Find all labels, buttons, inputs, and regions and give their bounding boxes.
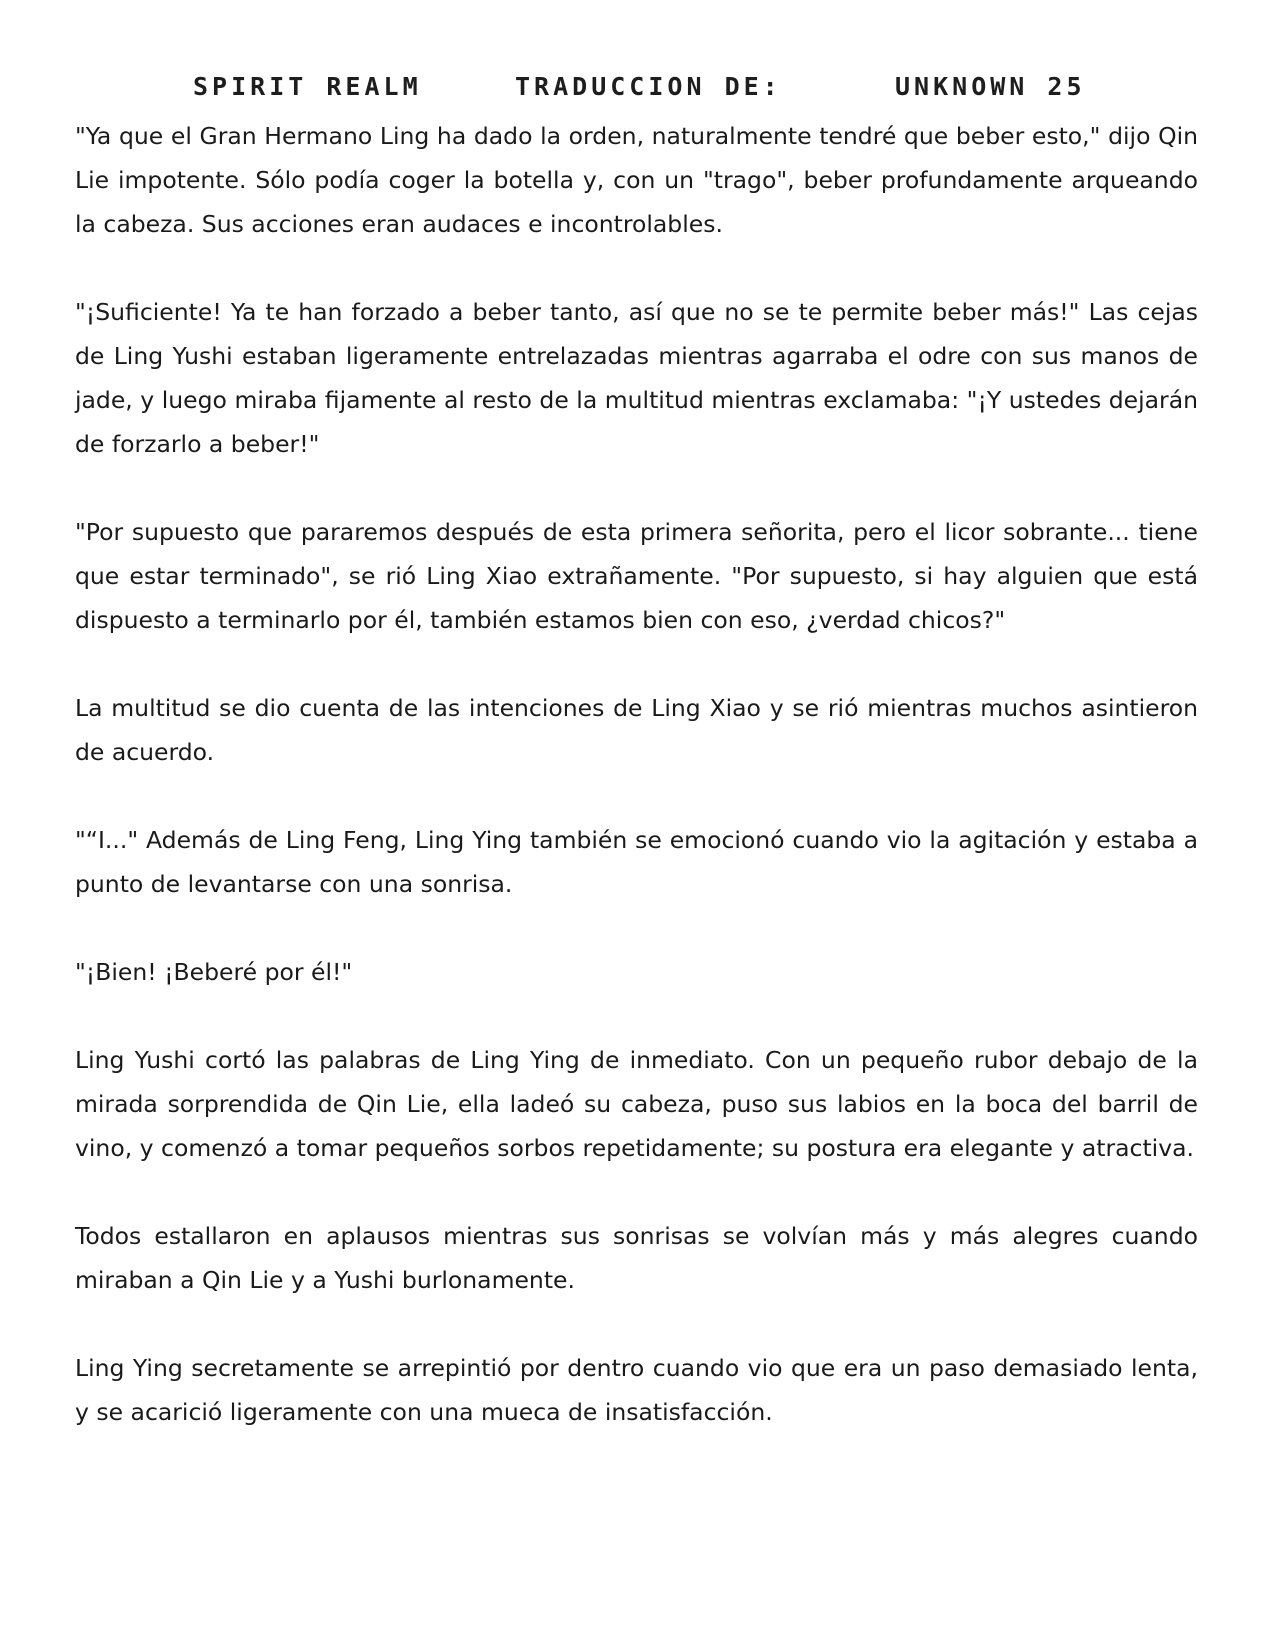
- header-translation-label: TRADUCCION DE:: [515, 72, 782, 101]
- header-translator-name: UNKNOWN 25: [895, 72, 1086, 101]
- paragraph: "¡Suficiente! Ya te han forzado a beber tanto, así que no se te permite beber más!" Las cejas de Ling Yushi estaban ligeramente entrelazadas mientras agarraba el odre con sus manos de jade, y luego miraba fijamente al resto de la multitud mientras exclamaba: "¡Y ustedes dejarán de forzarlo a beber!": [75, 298, 1198, 458]
- page-header: [0, 72, 1275, 112]
- paragraph: "Por supuesto que pararemos después de esta primera señorita, pero el licor sobrante... tiene que estar terminado", se rió Ling Xiao extrañamente. "Por supuesto, si hay alguien que está dispuesto a terminarlo por él, también estamos bien con eso, ¿verdad chicos?": [75, 518, 1198, 634]
- document-body: [75, 114, 1198, 1478]
- paragraph: "“I..." Además de Ling Feng, Ling Ying también se emocionó cuando vio la agitación y estaba a punto de levantarse con una sonrisa.: [75, 826, 1198, 898]
- paragraph: "¡Bien! ¡Beberé por él!": [75, 958, 353, 986]
- header-series-title: SPIRIT REALM: [193, 72, 422, 101]
- paragraph: Ling Yushi cortó las palabras de Ling Ying de inmediato. Con un pequeño rubor debajo de la mirada sorprendida de Qin Lie, ella ladeó su cabeza, puso sus labios en la boca del barril de vino, y comenzó a tomar pequeños sorbos repetidamente; su postura era elegante y atractiva.: [75, 1046, 1198, 1162]
- paragraph: La multitud se dio cuenta de las intenciones de Ling Xiao y se rió mientras muchos asintieron de acuerdo.: [75, 694, 1198, 766]
- paragraph: Todos estallaron en aplausos mientras sus sonrisas se volvían más y más alegres cuando miraban a Qin Lie y a Yushi burlonamente.: [75, 1222, 1198, 1294]
- paragraph: Ling Ying secretamente se arrepintió por dentro cuando vio que era un paso demasiado lenta, y se acarició ligeramente con una mueca de insatisfacción.: [75, 1354, 1198, 1426]
- paragraph: "Ya que el Gran Hermano Ling ha dado la orden, naturalmente tendré que beber esto," dijo Qin Lie impotente. Sólo podía coger la botella y, con un "trago", beber profundamente arqueando la cabeza. Sus acciones eran audaces e incontrolables.: [75, 122, 1198, 238]
